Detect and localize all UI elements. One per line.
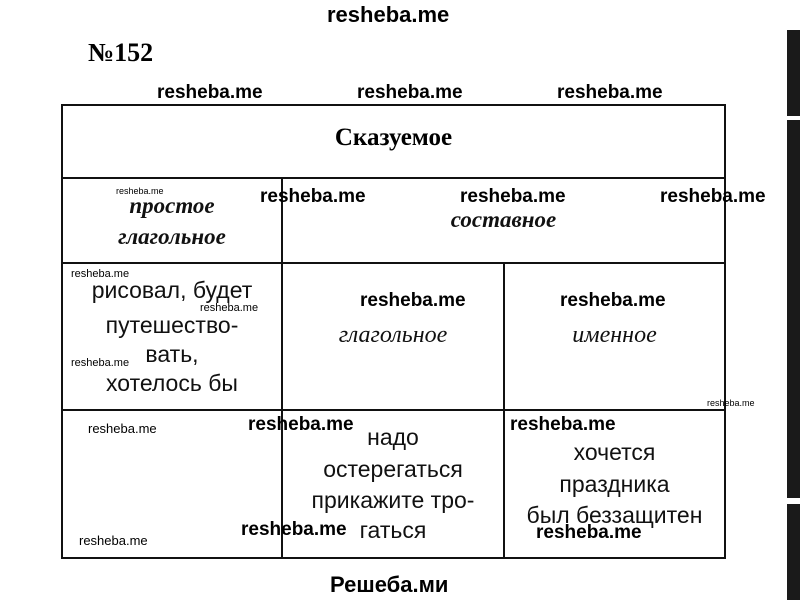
watermark-row2-right-tiny: resheba.me (707, 398, 755, 408)
watermark-row1-small: resheba.me (116, 186, 164, 196)
footer-text: Решеба.ми (330, 572, 449, 597)
problem-number: №152 (88, 38, 154, 67)
watermark-row1-mid: resheba.me (260, 186, 366, 207)
nominal-example-line1: хочется (573, 439, 656, 465)
simple-example-line1: рисовал, будет (91, 277, 253, 303)
watermark-top-3: resheba.me (557, 82, 663, 103)
verbal-example-line4: гаться (359, 517, 427, 543)
watermark-row2-small-3: resheba.me (71, 357, 130, 369)
table-border-top (61, 104, 726, 106)
table-row-divider-1 (61, 177, 726, 179)
verbal-example-line1: надо (367, 424, 419, 450)
cell-compound: составное (450, 207, 557, 232)
table-row-divider-2 (61, 262, 726, 264)
watermark-row3-small-2: resheba.me (79, 533, 148, 548)
nominal-example-line3: был беззащитен (526, 502, 703, 528)
watermark-row3-small-1: resheba.me (88, 421, 157, 436)
cell-simple-line1: простое (129, 193, 215, 218)
watermark-row3-col3-top: resheba.me (510, 414, 616, 435)
watermark-row2-small-2: resheba.me (200, 302, 259, 314)
verbal-example-line2: остерегаться (323, 456, 463, 482)
watermark-row1-right: resheba.me (660, 186, 766, 207)
watermark-row3-col3-bottom: resheba.me (536, 522, 642, 543)
watermark-row2-small-1: resheba.me (71, 268, 130, 280)
cell-simple-line2: глагольное (118, 224, 226, 249)
watermark-top-2: resheba.me (357, 82, 463, 103)
watermark-row1-center: resheba.me (460, 186, 566, 207)
watermark-row3-col2-bottom: resheba.me (241, 519, 347, 540)
scan-edge-gap-2 (787, 498, 800, 504)
scan-edge-gap-1 (787, 116, 800, 120)
cell-verbal: глагольное (338, 322, 448, 348)
nominal-example-line2: праздника (559, 471, 670, 497)
watermark-row2-col3: resheba.me (560, 290, 666, 311)
table-border-right (724, 104, 726, 559)
header-watermark: resheba.me (327, 2, 450, 27)
verbal-example-line3: прикажите тро- (311, 487, 475, 513)
table-row-divider-3 (61, 409, 726, 411)
simple-example-line3: вать, (145, 341, 199, 367)
watermark-row3-col2-top: resheba.me (248, 414, 354, 435)
simple-example-line2: путешество- (105, 312, 239, 338)
table-header-predicate: Сказуемое (334, 124, 453, 151)
watermark-top-1: resheba.me (157, 82, 263, 103)
table-border-bottom (61, 557, 726, 559)
simple-example-line4: хотелось бы (106, 370, 238, 396)
watermark-row2-col2: resheba.me (360, 290, 466, 311)
cell-nominal: именное (572, 322, 657, 348)
